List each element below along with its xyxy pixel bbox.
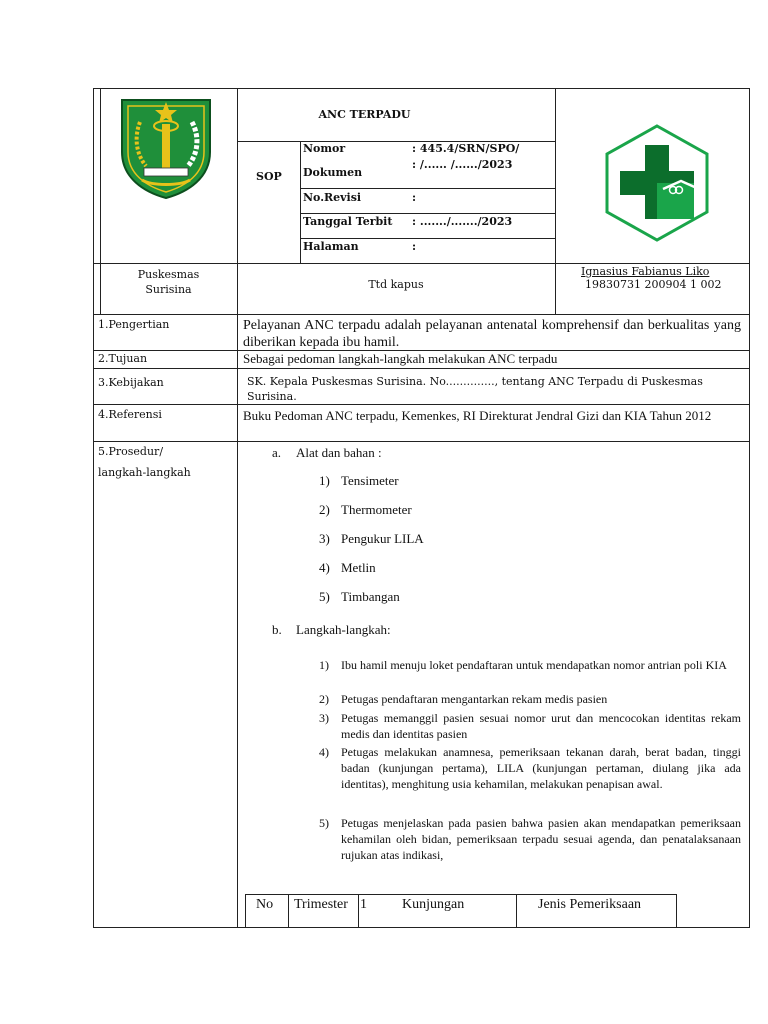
col-header-no: No [256,897,274,912]
signer-nip: 19830731 200904 1 002 [585,278,722,291]
pengertian-label: 1.Pengertian [98,318,170,331]
org-name-line2: Surisina [145,283,192,296]
header-sep-sop [300,141,301,264]
field-revisi-value: : [412,191,417,204]
prosedur-label-2: langkah-langkah [98,466,191,479]
row-sep-3 [93,404,750,405]
frame-right [749,88,750,928]
langkah-num-3: 3) [319,711,329,725]
langkah-item-1: Ibu hamil menuju loket pendaftaran untuk mendapatkan nomor antrian poli KIA [341,658,727,672]
langkah-item-5: Petugas menjelaskan pada pasien bahwa pasien akan mendapatkan pemeriksaan kehamilan oleh bidan, pemeriksaan terpadu sesuai agenda, dan penatalaksanaan rujukan atas indikasi, [341,816,741,862]
langkah-item-2: Petugas pendaftaran mengantarkan rekam medis pasien [341,692,608,706]
alat-item-3: Pengukur LILA [341,531,424,546]
alat-item-1: Tensimeter [341,473,399,488]
langkah-num-5: 5) [319,816,329,830]
frame-left [93,88,94,928]
row-sep-4 [93,441,750,442]
col-header-one: 1 [360,897,367,912]
visit-table-col-1 [288,895,289,927]
visit-table-col-3 [516,895,517,927]
langkah-num-2: 2) [319,692,329,706]
header-h-revisi [300,188,555,189]
frame-top [93,88,750,89]
field-nomor-value: : 445.4/SRN/SPO/ [412,142,520,155]
referensi-text: Buku Pedoman ANC terpadu, Kemenkes, RI Direkturat Jendral Gizi dan KIA Tahun 2012 [243,408,712,423]
body-col-sep [237,314,238,928]
col-header-kunjungan: Kunjungan [402,897,465,912]
langkah-marker: b. [272,622,282,637]
document-title: ANC TERPADU [318,108,411,121]
alat-item-4: Metlin [341,560,376,575]
langkah-item-4: Petugas melakukan anamnesa, pemeriksaan tekanan darah, berat badan, tinggi badan (kunjungan pertama), LILA (kunjungan pertaman, diulang jika ada identitas), menghitung usia kehamilan, melakukan penapisan awal. [341,745,741,791]
kebijakan-label: 3.Kebijakan [98,376,164,389]
alat-marker: a. [272,445,282,460]
header-sep-2 [555,88,556,315]
col-header-jenis: Jenis Pemeriksaan [538,897,642,912]
header-h-end [93,314,750,315]
referensi-label: 4.Referensi [98,408,162,421]
alat-num-1: 1) [319,473,330,488]
visit-table [245,894,677,928]
ttd-kapus: Ttd kapus [368,278,424,291]
field-dokumen-value: : /...... /....../2023 [412,158,513,171]
alat-num-3: 3) [319,531,330,546]
field-halaman-value: : [412,240,417,253]
visit-table-col-2 [358,895,359,927]
prosedur-label-1: 5.Prosedur/ [98,445,164,458]
langkah-num-1: 1) [319,658,329,672]
col-header-trimester: Trimester [294,897,348,912]
langkah-num-4: 4) [319,745,329,759]
alat-num-2: 2) [319,502,330,517]
tujuan-text: Sebagai pedoman langkah-langkah melakukan ANC terpadu [243,351,558,366]
langkah-title: Langkah-langkah: [296,622,391,637]
field-dokumen-label: Dokumen [303,166,363,179]
alat-title: Alat dan bahan : [296,445,382,460]
regional-emblem [112,92,220,200]
kebijakan-text: SK. Kepala Puskesmas Surisina. No.............., tentang ANC Terpadu di Puskesmas Surisina. [247,375,703,403]
puskesmas-logo [601,123,713,243]
alat-num-4: 4) [319,560,330,575]
row-sep-2 [93,368,750,369]
tujuan-label: 2.Tujuan [98,352,148,365]
org-name-line1: Puskesmas [137,268,200,281]
field-halaman-label: Halaman [303,240,359,253]
langkah-item-3: Petugas memanggil pasien sesuai nomor urut dan mencocokan identitas rekam medis dan identitas pasien [341,711,741,741]
alat-item-5: Timbangan [341,589,400,604]
field-revisi-label: No.Revisi [303,191,362,204]
sop-label: SOP [256,170,282,183]
field-tanggal-value: : ......./......./2023 [412,215,513,228]
alat-item-2: Thermometer [341,502,412,517]
field-nomor-label: Nomor [303,142,346,155]
field-tanggal-label: Tanggal Terbit [303,215,393,228]
pengertian-text: Pelayanan ANC terpadu adalah pelayanan antenatal komprehensif dan berkualitas yang diberikan kepada ibu hamil. [243,318,741,350]
alat-num-5: 5) [319,589,330,604]
signer-name: Ignasius Fabianus Liko [581,265,710,278]
